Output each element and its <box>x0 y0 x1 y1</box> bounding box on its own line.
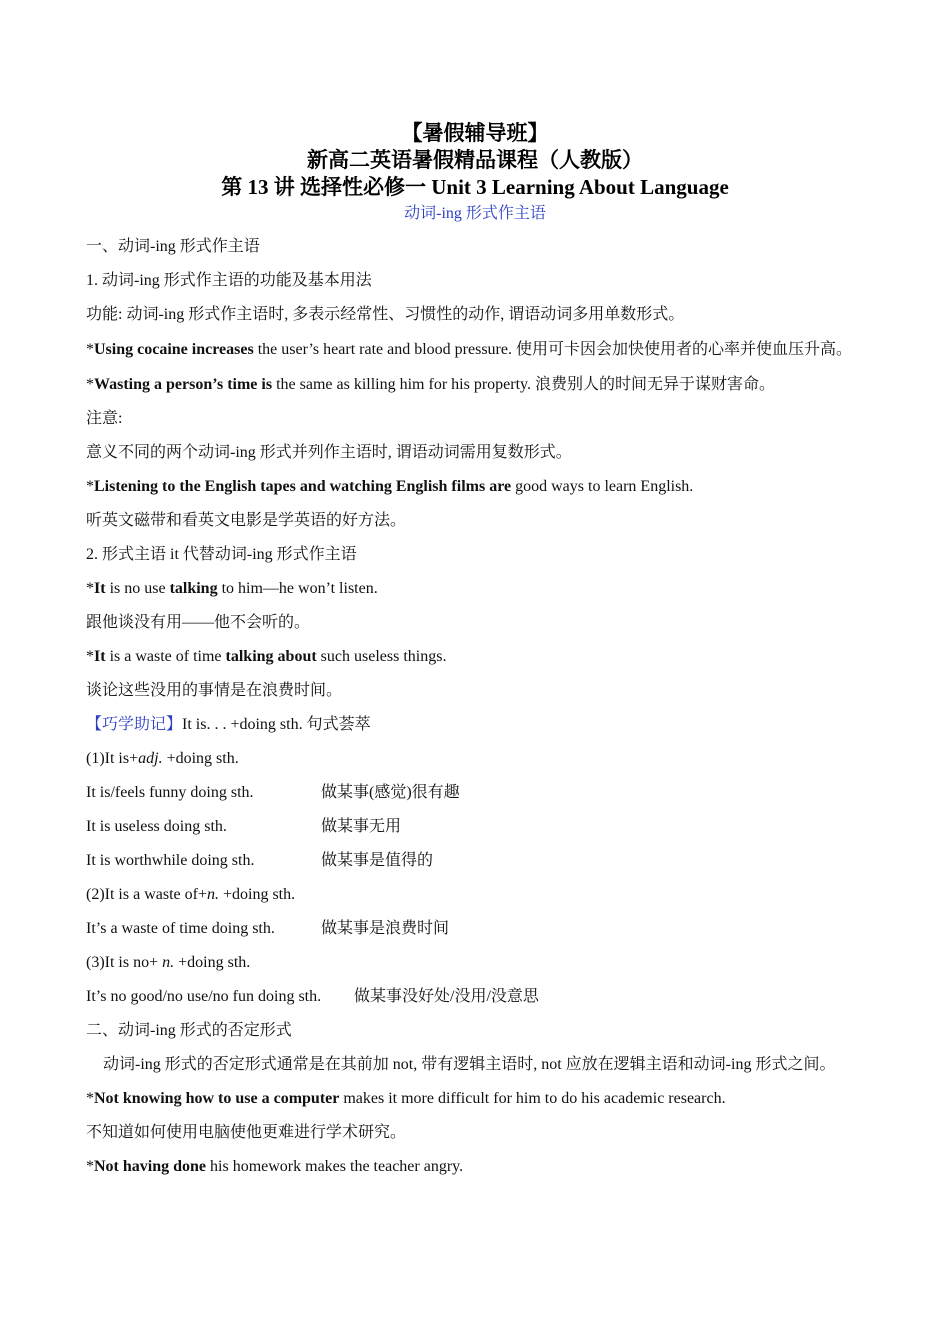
example-3: *Listening to the English tapes and watching English films are good ways to learn English. <box>86 478 694 495</box>
example-2: *Wasting a person’s time is the same as killing him for his property. 浪费别人的时间无异于谋财害命。 <box>86 376 775 393</box>
note-text: 意义不同的两个动词-ing 形式并列作主语时, 谓语动词需用复数形式。 <box>86 444 572 461</box>
memory-tip-label: 【巧学助记】 <box>86 716 183 733</box>
example-5: *It is a waste of time talking about such useless things. <box>86 648 447 665</box>
section2-example-1: *Not knowing how to use a computer makes it more difficult for him to do his academic research. <box>86 1090 726 1107</box>
document-body <box>86 230 876 1184</box>
pattern-row: It’s no good/no use/no fun doing sth. 做某事没好处/没用/没意思 <box>86 988 539 1005</box>
section2-heading: 二、动词-ing 形式的否定形式 <box>86 1022 292 1039</box>
example-3-translation: 听英文磁带和看英文电影是学英语的好方法。 <box>86 512 407 529</box>
section1-sub2: 2. 形式主语 it 代替动词-ing 形式作主语 <box>86 546 357 563</box>
pattern-2: (2)It is a waste of+n. +doing sth. <box>86 886 296 903</box>
section1-sub1: 1. 动词-ing 形式作主语的功能及基本用法 <box>86 272 372 289</box>
title-line-3: 第 13 讲 选择性必修一 Unit 3 Learning About Language <box>221 175 729 199</box>
title-block <box>0 120 950 226</box>
section2-example-1-translation: 不知道如何使用电脑使他更难进行学术研究。 <box>86 1124 407 1141</box>
pattern-row: It is useless doing sth. 做某事无用 <box>86 818 402 835</box>
section2-description: 动词-ing 形式的否定形式通常是在其前加 not, 带有逻辑主语时, not 应放在逻辑主语和动词-ing 形式之间。 <box>103 1056 836 1073</box>
subtitle: 动词-ing 形式作主语 <box>404 205 546 222</box>
section2-example-2: *Not having done his homework makes the teacher angry. <box>86 1158 464 1175</box>
example-4: *It is no use talking to him—he won’t listen. <box>86 580 378 597</box>
pattern-3: (3)It is no+ n. +doing sth. <box>86 954 251 971</box>
pattern-row: It’s a waste of time doing sth. 做某事是浪费时间 <box>86 920 450 937</box>
example-4-translation: 跟他谈没有用——他不会听的。 <box>86 614 311 631</box>
note-label: 注意: <box>86 410 123 427</box>
pattern-1: (1)It is+adj. +doing sth. <box>86 750 239 767</box>
example-1: *Using cocaine increases the user’s heart rate and blood pressure. 使用可卡因会加快使用者的心率并使血压升高。 <box>86 341 852 358</box>
function-text: 功能: 动词-ing 形式作主语时, 多表示经常性、习惯性的动作, 谓语动词多用单数形式。 <box>86 306 685 323</box>
pattern-row: It is/feels funny doing sth. 做某事(感觉)很有趣 <box>86 784 460 801</box>
section1-heading: 一、动词-ing 形式作主语 <box>86 238 260 255</box>
pattern-row: It is worthwhile doing sth. 做某事是值得的 <box>86 852 434 869</box>
memory-tip: 【巧学助记】It is. . . +doing sth. 句式荟萃 <box>86 716 371 733</box>
example-5-translation: 谈论这些没用的事情是在浪费时间。 <box>86 682 343 699</box>
title-line-1: 【暑假辅导班】 <box>401 121 549 145</box>
title-line-2: 新高二英语暑假精品课程（人教版） <box>307 148 643 172</box>
